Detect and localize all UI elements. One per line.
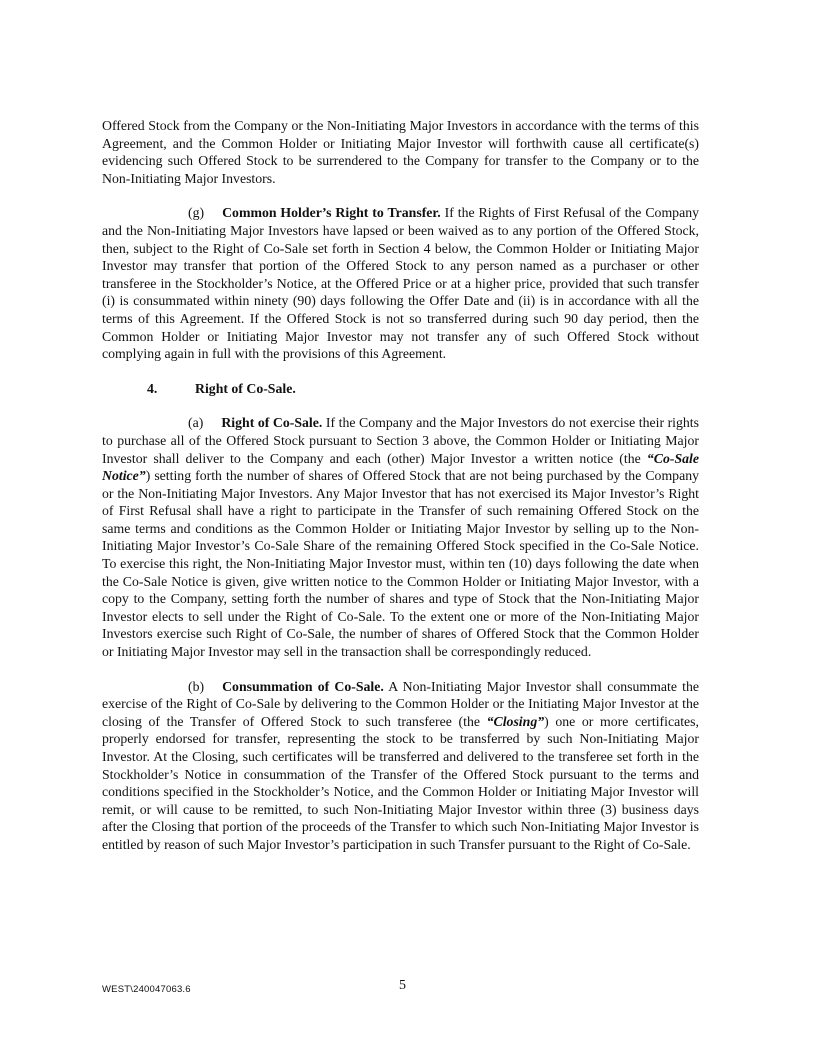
defined-term: “Co-Sale Notice”	[102, 450, 699, 484]
paragraph-b	[102, 678, 699, 854]
paragraph-text: If the Company and the Major Investors do not exercise their rights to purchase all of the Offered Stock pursuant to Section 3 above, the Common Holder or Initiating Major Investor shall deliver to the Company and each (other) Major Investor a written notice (the	[102, 415, 700, 466]
subsection-heading: Common Holder’s Right to Transfer.	[222, 205, 441, 221]
document-id: WEST\240047063.6	[102, 984, 191, 995]
paragraph-text: If the Rights of First Refusal of the Company and the Non-Initiating Major Investors have lapsed or been waived as to any portion of the Offered Stock, then, subject to the Right of Co-Sale set forth in Section 4 below, the Common Holder or Initiating Major Investor may transfer that portion of the Offered Stock to any person named as a purchaser or other transferee in the Stockholder’s Notice, at the Offered Price or at a higher price, provided that such transfer (i) is consummated within ninety (90) days following the Offer Date and (ii) is in accordance with all the terms of this Agreement. If the Offered Stock is not so transferred during such 90 day period, then the Common Holder or Initiating Major Investor may not transfer any of such Offered Stock without complying again in full with the provisions of this Agreement.	[102, 205, 699, 362]
section-number: 4.	[147, 380, 158, 396]
paragraph-continuation	[102, 117, 699, 187]
defined-term: “Closing”	[486, 713, 545, 729]
paragraph-text: Offered Stock from the Company or the Non-Initiating Major Investors in accordance with the terms of this Agreement, and the Common Holder or Initiating Major Investor will forthwith cause all certificate(s) evidencing such Offered Stock to be surrendered to the Company for transfer to the Company or to the Non-Initiating Major Investors.	[102, 118, 699, 186]
document-body	[102, 117, 699, 854]
subsection-label: (b)	[188, 678, 205, 694]
subsection-label: (g)	[188, 205, 205, 221]
page-number: 5	[399, 978, 406, 993]
section-title: Right of Co-Sale.	[195, 380, 296, 396]
section-4-heading	[102, 380, 699, 398]
paragraph-text: A Non-Initiating Major Investor shall consummate the exercise of the Right of Co-Sale by delivering to the Common Holder or the Initiating Major Investor at the closing of the Transfer of Offered Stock to such transferee (the	[102, 678, 699, 729]
subsection-heading: Consummation of Co-Sale.	[222, 678, 384, 694]
paragraph-g	[102, 204, 699, 362]
paragraph-a	[102, 414, 699, 660]
subsection-label: (a)	[188, 415, 204, 431]
paragraph-text: ) setting forth the number of shares of Offered Stock that are not being purchased by the Company or the Non-Initiating Major Investors. Any Major Investor that has not exercised its Major Investor’s Right of First Refusal shall have a right to participate in the Transfer of such remaining Offered Stock on the same terms and conditions as the Common Holder or Initiating Major Investor by selling up to the Non-Initiating Major Investor’s Co-Sale Share of the remaining Offered Stock specified in the Co-Sale Notice. To exercise this right, the Non-Initiating Major Investor must, within ten (10) days following the date when the Co-Sale Notice is given, give written notice to the Common Holder or Initiating Major Investor, with a copy to the Company, setting forth the number of shares and type of Stock that the Non-Initiating Major Investor elects to sell under the Right of Co-Sale. To the extent one or more of the Non-Initiating Major Investors exercise such Right of Co-Sale, the number of shares of Offered Stock that the Common Holder or Initiating Major Investor may sell in the transaction shall be correspondingly reduced.	[102, 468, 699, 660]
subsection-heading: Right of Co-Sale.	[221, 415, 323, 431]
paragraph-text: ) one or more certificates, properly endorsed for transfer, representing the stock to be transferred by such Non-Initiating Major Investor. At the Closing, such certificates will be transferred and delivered to the transferee set forth in the Stockholder’s Notice in consummation of the Transfer of the Offered Stock pursuant to the terms and conditions specified in the Stockholder’s Notice, and the Common Holder or Initiating Major Investor will remit, or will cause to be remitted, to such Non-Initiating Major Investor within three (3) business days after the Closing that portion of the proceeds of the Transfer to which such Non-Initiating Major Investor is entitled by reason of such Major Investor’s participation in such Transfer pursuant to the Right of Co-Sale.	[102, 713, 699, 852]
